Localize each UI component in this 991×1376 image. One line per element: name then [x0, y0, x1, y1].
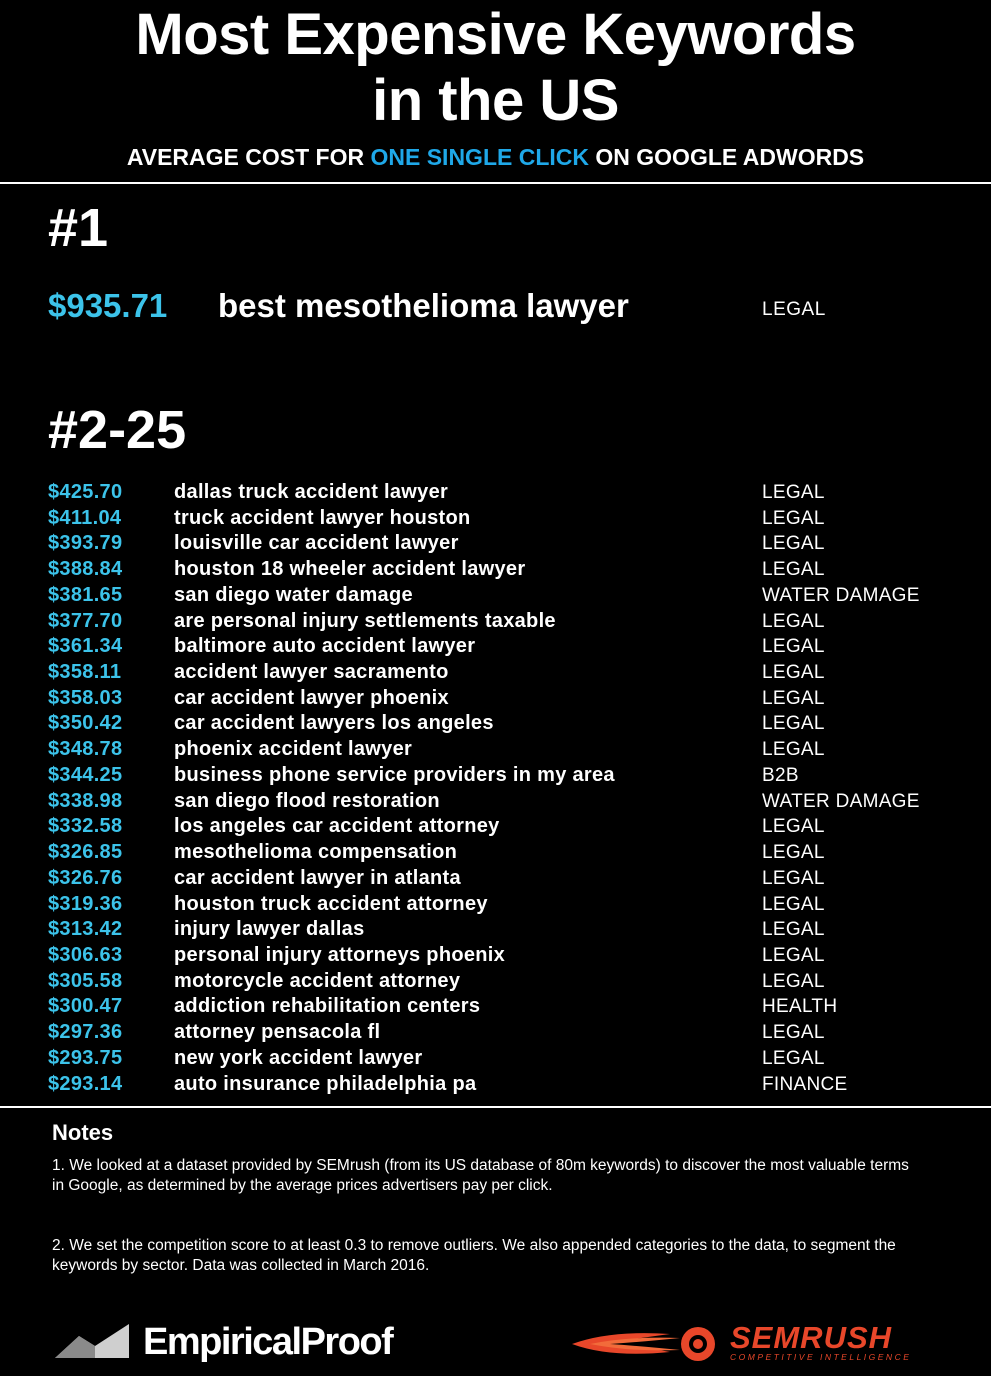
keyword-text: houston 18 wheeler accident lawyer — [174, 558, 526, 581]
keyword-price: $313.42 — [48, 918, 123, 941]
keyword-category: LEGAL — [762, 867, 825, 889]
keyword-price: $361.34 — [48, 635, 123, 658]
semrush-wordmark: SEMRUSH — [730, 1320, 893, 1355]
keyword-row — [48, 505, 968, 531]
keyword-row — [48, 891, 968, 917]
top-keyword: best mesothelioma lawyer — [218, 287, 629, 324]
list-rank-heading: #2-25 — [48, 400, 187, 460]
keyword-category: LEGAL — [762, 919, 825, 941]
keyword-price: $332.58 — [48, 815, 123, 838]
keyword-price: $348.78 — [48, 738, 123, 761]
keyword-category: LEGAL — [762, 816, 825, 838]
keyword-category: LEGAL — [762, 507, 825, 529]
keyword-category: FINANCE — [762, 1073, 848, 1095]
keyword-category: LEGAL — [762, 559, 825, 581]
keyword-category: LEGAL — [762, 662, 825, 684]
keyword-row — [48, 1019, 968, 1045]
semrush-flame-icon — [570, 1324, 720, 1364]
keyword-price: $358.03 — [48, 686, 123, 709]
keyword-price: $381.65 — [48, 583, 123, 606]
title-line: in the US — [372, 68, 619, 133]
keyword-text: business phone service providers in my area — [174, 763, 615, 786]
keyword-row — [48, 942, 968, 968]
keyword-category: B2B — [762, 764, 799, 786]
keyword-text: personal injury attorneys phoenix — [174, 943, 506, 966]
subtitle — [0, 143, 991, 171]
keyword-row — [48, 1045, 968, 1071]
keyword-price: $326.85 — [48, 841, 123, 864]
keyword-text: car accident lawyer in atlanta — [174, 866, 461, 889]
keyword-text: san diego water damage — [174, 583, 413, 606]
empiricalproof-mark-icon — [55, 1322, 135, 1358]
keyword-price: $319.36 — [48, 892, 123, 915]
keyword-row — [48, 685, 968, 711]
title-line: Most Expensive Keywords — [135, 2, 856, 67]
keyword-text: truck accident lawyer houston — [174, 506, 471, 529]
keyword-price: $358.11 — [48, 661, 122, 684]
keyword-text: injury lawyer dallas — [174, 918, 365, 941]
keyword-price: $326.76 — [48, 866, 123, 889]
top-keyword-row — [48, 284, 948, 328]
notes-heading: Notes — [52, 1120, 114, 1145]
keyword-text: san diego flood restoration — [174, 789, 440, 812]
keyword-text: auto insurance philadelphia pa — [174, 1072, 477, 1095]
keyword-price: $350.42 — [48, 712, 123, 735]
keyword-text: mesothelioma compensation — [174, 841, 458, 864]
keyword-row — [48, 813, 968, 839]
subtitle-part: AVERAGE COST FOR — [126, 144, 371, 170]
keyword-price: $393.79 — [48, 532, 123, 555]
note-1: 1. We looked at a dataset provided by SEMrush (from its US database of 80m keywords) to discover the most valuable terms in Google, as determined by the average prices advertisers pay per click. — [52, 1157, 909, 1194]
keyword-price: $411.04 — [48, 506, 122, 529]
keyword-text: phoenix accident lawyer — [174, 738, 413, 761]
top-rank-heading: #1 — [48, 198, 109, 258]
keyword-category: LEGAL — [762, 533, 825, 555]
keyword-row — [48, 710, 968, 736]
keyword-text: accident lawyer sacramento — [174, 661, 449, 684]
keyword-price: $338.98 — [48, 789, 123, 812]
keyword-price: $293.75 — [48, 1046, 123, 1069]
keyword-row — [48, 530, 968, 556]
keyword-category: LEGAL — [762, 687, 825, 709]
keyword-row — [48, 582, 968, 608]
keyword-row — [48, 736, 968, 762]
subtitle-highlight: ONE SINGLE CLICK — [370, 144, 589, 170]
keyword-row — [48, 993, 968, 1019]
keyword-category: LEGAL — [762, 739, 825, 761]
empiricalproof-wordmark: EmpiricalProof — [143, 1321, 393, 1363]
divider — [0, 1106, 991, 1108]
keyword-price: $305.58 — [48, 969, 123, 992]
note-2: 2. We set the competition score to at least 0.3 to remove outliers. We also appended categories to the data, to segment the keywords by sector. Data was collected in March 2016. — [52, 1237, 896, 1274]
keyword-text: are personal injury settlements taxable — [174, 609, 556, 632]
keyword-text: dallas truck accident lawyer — [174, 481, 449, 503]
keyword-row — [48, 865, 968, 891]
keyword-text: los angeles car accident attorney — [174, 815, 500, 838]
keyword-row — [48, 608, 968, 634]
keyword-row — [48, 968, 968, 994]
keyword-row — [48, 762, 968, 788]
keyword-category: WATER DAMAGE — [762, 584, 920, 606]
keyword-row — [48, 633, 968, 659]
keyword-text: addiction rehabilitation centers — [174, 995, 481, 1018]
keyword-price: $300.47 — [48, 995, 123, 1018]
semrush-logo — [570, 1320, 960, 1370]
divider — [0, 182, 991, 184]
keyword-price: $297.36 — [48, 1021, 123, 1044]
keyword-text: car accident lawyer phoenix — [174, 686, 449, 709]
keyword-category: LEGAL — [762, 1022, 825, 1044]
keyword-text: attorney pensacola fl — [174, 1021, 381, 1044]
keyword-row — [48, 916, 968, 942]
keyword-text: car accident lawyers los angeles — [174, 712, 494, 735]
keyword-category: LEGAL — [762, 842, 825, 864]
keyword-category: LEGAL — [762, 1047, 825, 1069]
keyword-category: LEGAL — [762, 610, 825, 632]
semrush-tagline: COMPETITIVE INTELLIGENCE — [730, 1352, 912, 1362]
keyword-category: LEGAL — [762, 482, 825, 503]
keyword-price: $388.84 — [48, 558, 123, 581]
keyword-text: new york accident lawyer — [174, 1046, 423, 1069]
keyword-price: $377.70 — [48, 609, 123, 632]
keyword-category: LEGAL — [762, 713, 825, 735]
subtitle-part: ON GOOGLE ADWORDS — [589, 144, 865, 170]
page-title — [0, 2, 991, 134]
keyword-category: LEGAL — [762, 944, 825, 966]
keyword-category: WATER DAMAGE — [762, 790, 920, 812]
keyword-row — [48, 556, 968, 582]
keyword-price: $425.70 — [48, 481, 123, 503]
top-price: $935.71 — [48, 287, 168, 324]
keyword-category: HEALTH — [762, 996, 838, 1018]
keyword-list — [48, 479, 968, 1096]
keyword-category: LEGAL — [762, 893, 825, 915]
keyword-category: LEGAL — [762, 970, 825, 992]
keyword-text: baltimore auto accident lawyer — [174, 635, 476, 658]
keyword-text: louisville car accident lawyer — [174, 532, 459, 555]
keyword-row — [48, 839, 968, 865]
keyword-price: $306.63 — [48, 943, 123, 966]
keyword-price: $293.14 — [48, 1072, 123, 1095]
keyword-row — [48, 1071, 968, 1097]
keyword-row — [48, 659, 968, 685]
keyword-text: motorcycle accident attorney — [174, 969, 461, 992]
keyword-text: houston truck accident attorney — [174, 892, 488, 915]
keyword-category: LEGAL — [762, 636, 825, 658]
keyword-price: $344.25 — [48, 763, 123, 786]
top-category: LEGAL — [762, 299, 826, 320]
keyword-row — [48, 788, 968, 814]
empiricalproof-logo — [55, 1322, 495, 1362]
keyword-row — [48, 479, 968, 505]
